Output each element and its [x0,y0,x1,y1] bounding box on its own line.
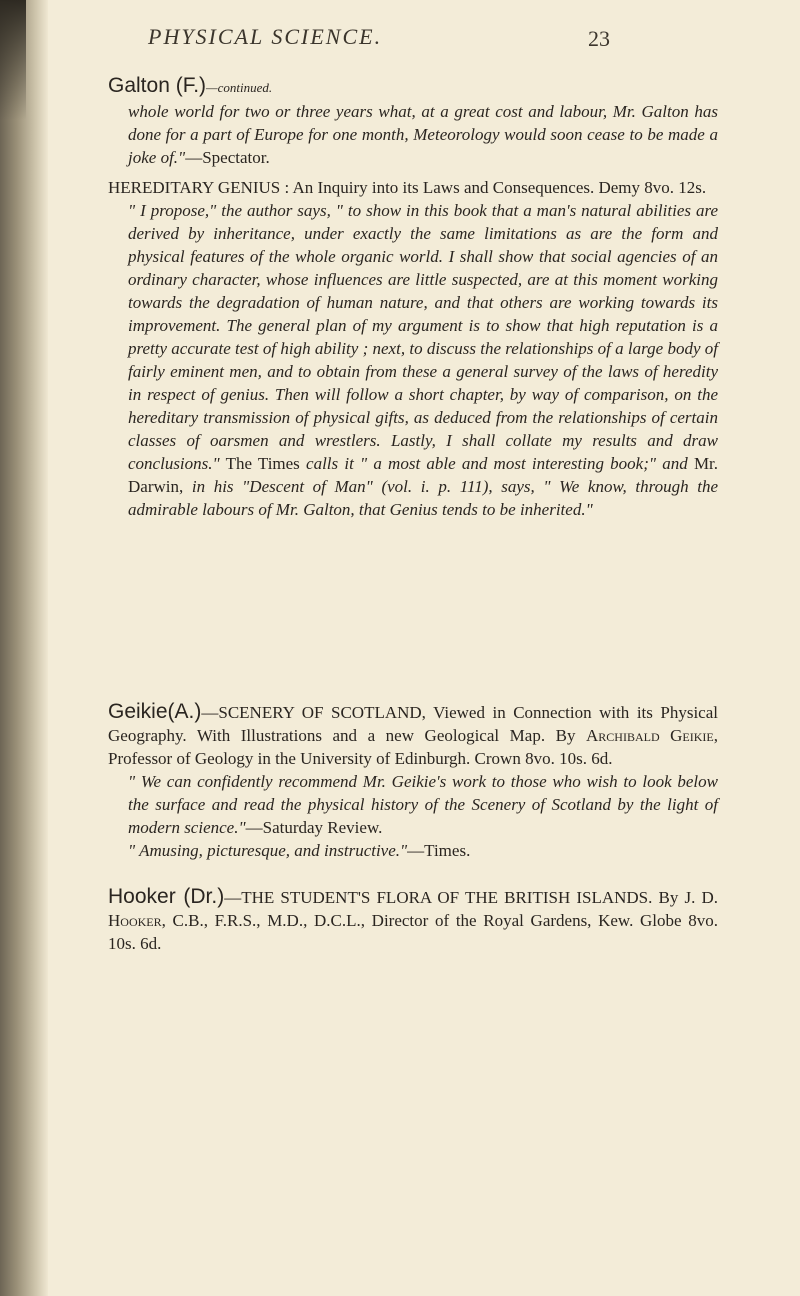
review-quote [108,100,718,169]
times-label: The Times [225,454,300,473]
author-name: Hooker (Dr.) [108,885,225,908]
book-title [108,885,718,955]
author-name: Galton (F.) [108,74,207,97]
book-details: Professor of Geology in the University of Edinburgh. Crown 8vo. 10s. 6d. [108,749,613,768]
quote-text: " We can confidently recommend Mr. Geikie's work to those who wish to look below the surface and read the physical history of the Scenery of Scotland by the light of modern science." [128,772,718,837]
entry-geikie [108,700,718,862]
description-quote: " I propose," the author says, " to show in this book that a man's natural abilities are derived by inheritance, under exactly the same limitations as are the form and physical features of the whole organic world. I shall show that social agencies of an ordinary character, whose influences are little suspected, are at this moment working towards the degradation of human nature, and that others are working towards its improvement. The general plan of my argument is to show that high reputation is a pretty accurate test of high ability ; next, to discuss the relationships of a large body of fairly eminent men, and to obtain from these a general survey of the laws of heredity in respect of genius. Then will follow a short chapter, by way of comparison, on the hereditary transmission of physical gifts, as deduced from the relationships of certain classes of oarsmen and wrestlers. Lastly, I shall collate my results and draw conclusions." [128,201,718,473]
entry-galton-continued [108,74,718,169]
continued-label: —continued. [206,80,273,95]
spine-corner-shadow [0,0,26,120]
author-full-name: J. D. Hooker, [108,888,718,930]
book-details: C.B., F.R.S., M.D., D.C.L., Director of the Royal Gardens, Kew. Globe 8vo. 10s. 6d. [108,911,718,953]
book-title: HEREDITARY GENIUS : An Inquiry into its Laws and Consequences. Demy 8vo. 12s. [108,178,707,197]
review-quotes [108,770,718,862]
title-text: —SCENERY OF SCOTLAND, Viewed in Connection with its Physical Geography. With Illustrations and a new Geological Map. By [108,703,718,745]
book-title [108,700,718,770]
quote-text: whole world for two or three years what, at a great cost and labour, Mr. Galton has done for a part of Europe for one month, Meteorology would soon cease to be made a joke of." [128,102,718,167]
quote-source: —Saturday Review. [245,818,383,837]
running-title: PHYSICAL SCIENCE. [148,24,383,49]
entry-hereditary-genius [108,176,718,521]
book-description [108,199,718,521]
page-number: 23 [588,26,610,51]
darwin-name: Mr. Darwin, [128,454,719,496]
entry-hooker [108,885,718,955]
title-text: —THE STUDENT'S FLORA OF THE BRITISH ISLANDS. By [224,888,679,907]
quote-text: " Amusing, picturesque, and instructive." [128,841,408,860]
quote-source: —Times. [407,841,471,860]
author-full-name: Archibald Geikie, [586,726,718,745]
entry-heading [108,74,718,100]
darwin-quote: in his "Descent of Man" (vol. i. p. 111), says, " We know, through the admirable labours of Mr. Galton, that Genius tends to be inherited." [128,477,718,519]
quote-source: —Spectator. [185,148,270,167]
book-spine-shadow [0,0,48,1296]
times-quote: calls it " a most able and most interesting book;" and [306,454,688,473]
author-name: Geikie(A.) [108,700,202,723]
